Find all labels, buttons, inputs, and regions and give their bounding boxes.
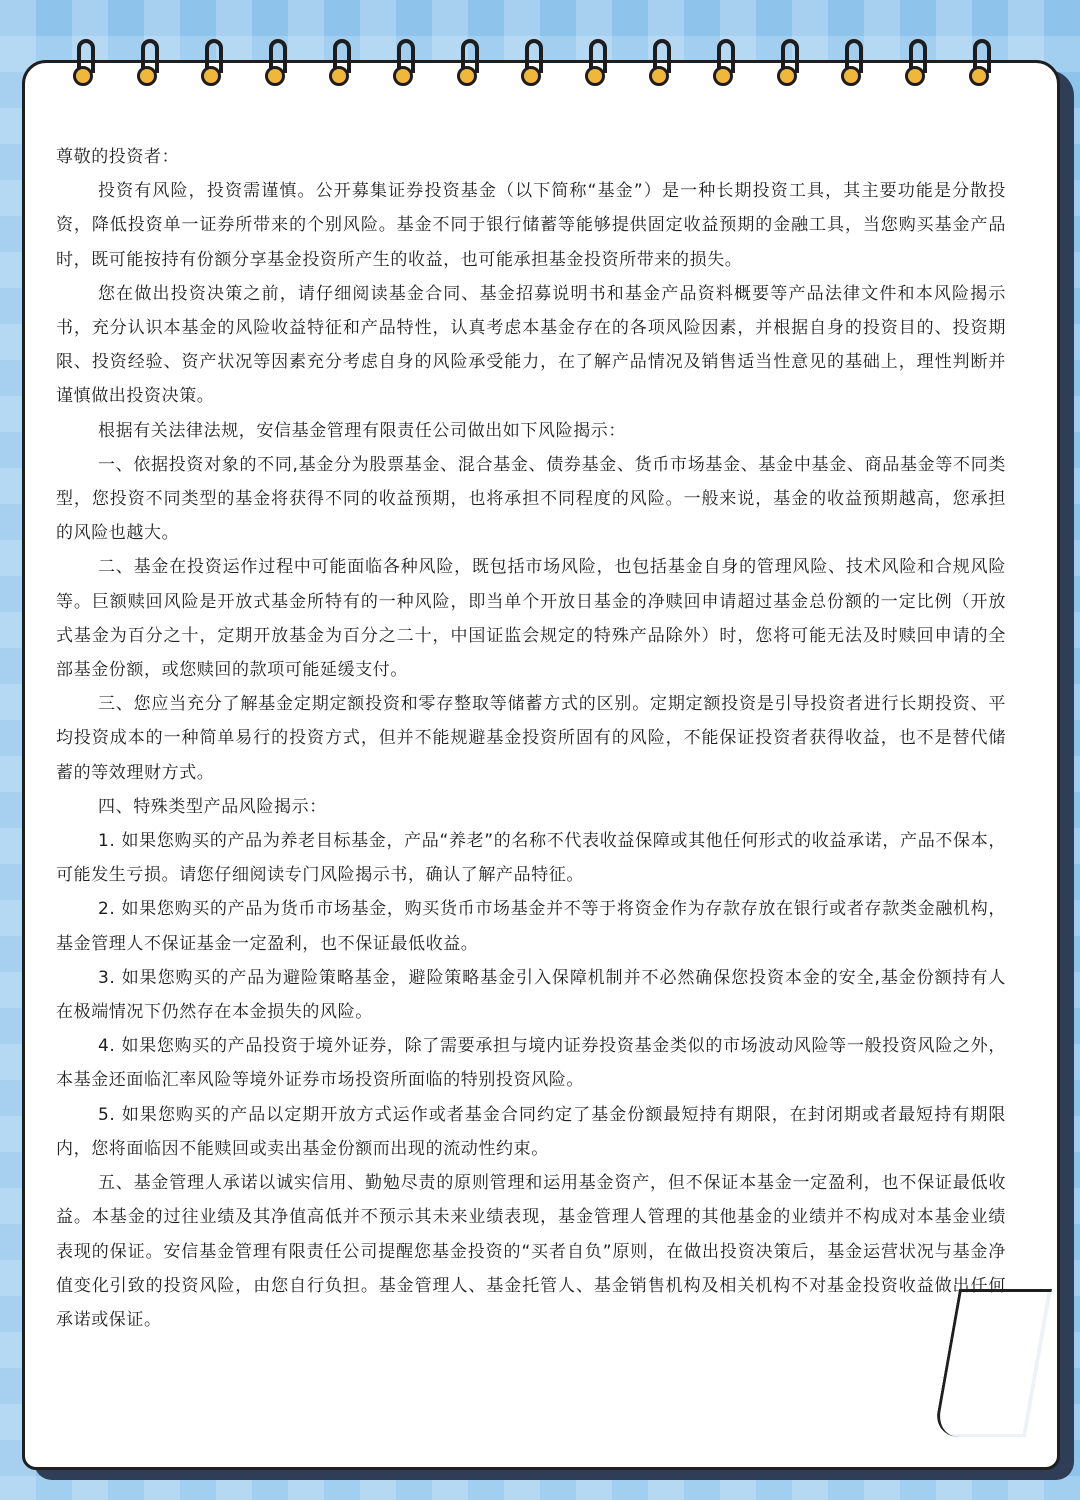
paragraph-item-3: 三、您应当充分了解基金定期定额投资和零存整取等储蓄方式的区别。定期定额投资是引导投资者进行长期投资、平均投资成本的一种简单易行的投资方式，但并不能规避基金投资所固有的风险，不能保证投资者获得收益，也不是替代储蓄的等效理财方式。 <box>56 694 1006 783</box>
paragraph-subitem-3: 3. 如果您购买的产品为避险策略基金，避险策略基金引入保障机制并不必然确保您投资本金的安全,基金份额持有人在极端情况下仍然存在本金损失的风险。 <box>56 967 1006 1023</box>
binder-ring-icon <box>710 38 740 96</box>
paragraph-disclosure-lead: 根据有关法律法规，安信基金管理有限责任公司做出如下风险揭示： <box>98 420 626 441</box>
binder-ring-icon <box>198 38 228 96</box>
greeting: 尊敬的投资者： <box>56 147 180 167</box>
paragraph-before-decision: 您在做出投资决策之前，请仔细阅读基金合同、基金招募说明书和基金产品资料概要等产品法律文件和本风险揭示书，充分认识本基金的风险收益特征和产品特性，认真考虑本基金存在的各项风险因素，并根据自身的投资目的、投资期限、投资经验、资产状况等因素充分考虑自身的风险承受能力，在了解产品情况及销售适当性意见的基础上，理性判断并谨慎做出投资决策。 <box>56 283 1006 407</box>
binder-ring-icon <box>902 38 932 96</box>
binder-ring-icon <box>262 38 292 96</box>
paragraph-subitem-5: 5. 如果您购买的产品以定期开放方式运作或者基金合同约定了基金份额最短持有期限，在封闭期或者最短持有期限内，您将面临因不能赎回或卖出基金份额而出现的流动性约束。 <box>56 1104 1006 1159</box>
binder-ring-icon <box>582 38 612 96</box>
binder-rings <box>70 38 1020 96</box>
paragraph-subitem-2: 2. 如果您购买的产品为货币市场基金，购买货币市场基金并不等于将资金作为存款存放在银行或者存款类金融机构，基金管理人不保证基金一定盈利，也不保证最低收益。 <box>56 899 1006 954</box>
paragraph-item-5: 五、基金管理人承诺以诚实信用、勤勉尽责的原则管理和运用基金资产，但不保证本基金一定盈利，也不保证最低收益。本基金的过往业绩及其净值高低并不预示其未来业绩表现，基金管理人管理的其他基金的业绩并不构成对本基金业绩表现的保证。安信基金管理有限责任公司提醒您基金投资的“买者自负”原则，在做出投资决策后，基金运营状况与基金净值变化引致的投资风险，由您自行负担。基金管理人、基金托管人、基金销售机构及相关机构不对基金投资收益做出任何承诺或保证。 <box>56 1173 1006 1330</box>
binder-ring-icon <box>326 38 356 96</box>
paragraph-item-4-heading: 四、特殊类型产品风险揭示： <box>98 796 327 817</box>
paragraph-item-1: 一、依据投资对象的不同,基金分为股票基金、混合基金、债券基金、货币市场基金、基金中基金、商品基金等不同类型，您投资不同类型的基金将获得不同的收益预期，也将承担不同程度的风险。一般来说，基金的收益预期越高，您承担的风险也越大。 <box>56 454 1006 544</box>
binder-ring-icon <box>966 38 996 96</box>
binder-ring-icon <box>518 38 548 96</box>
binder-ring-icon <box>70 38 100 96</box>
paragraph-intro: 投资有风险，投资需谨慎。公开募集证券投资基金（以下简称“基金”）是一种长期投资工具，其主要功能是分散投资，降低投资单一证券所带来的个别风险。基金不同于银行储蓄等能够提供固定收益预期的金融工具，当您购买基金产品时，既可能按持有份额分享基金投资所产生的收益，也可能承担基金投资所带来的损失。 <box>56 181 1006 270</box>
binder-ring-icon <box>454 38 484 96</box>
paragraph-item-2: 二、基金在投资运作过程中可能面临各种风险，既包括市场风险，也包括基金自身的管理风险、技术风险和合规风险等。巨额赎回风险是开放式基金所特有的一种风险，即当单个开放日基金的净赎回申请超过基金总份额的一定比例（开放式基金为百分之十，定期开放基金为百分之二十，中国证监会规定的特殊产品除外）时，您将可能无法及时赎回申请的全部基金份额，或您赎回的款项可能延缓支付。 <box>56 557 1006 681</box>
binder-ring-icon <box>646 38 676 96</box>
paragraph-subitem-1: 1. 如果您购买的产品为养老目标基金，产品“养老”的名称不代表收益保障或其他任何形式的收益承诺，产品不保本，可能发生亏损。请您仔细阅读专门风险揭示书，确认了解产品特征。 <box>56 831 1006 886</box>
risk-disclosure-text <box>56 140 1006 1337</box>
binder-ring-icon <box>774 38 804 96</box>
paragraph-subitem-4: 4. 如果您购买的产品投资于境外证券，除了需要承担与境内证券投资基金类似的市场波动风险等一般投资风险之外，本基金还面临汇率风险等境外证券市场投资所面临的特别投资风险。 <box>56 1036 1006 1091</box>
binder-ring-icon <box>838 38 868 96</box>
binder-ring-icon <box>390 38 420 96</box>
binder-ring-icon <box>134 38 164 96</box>
